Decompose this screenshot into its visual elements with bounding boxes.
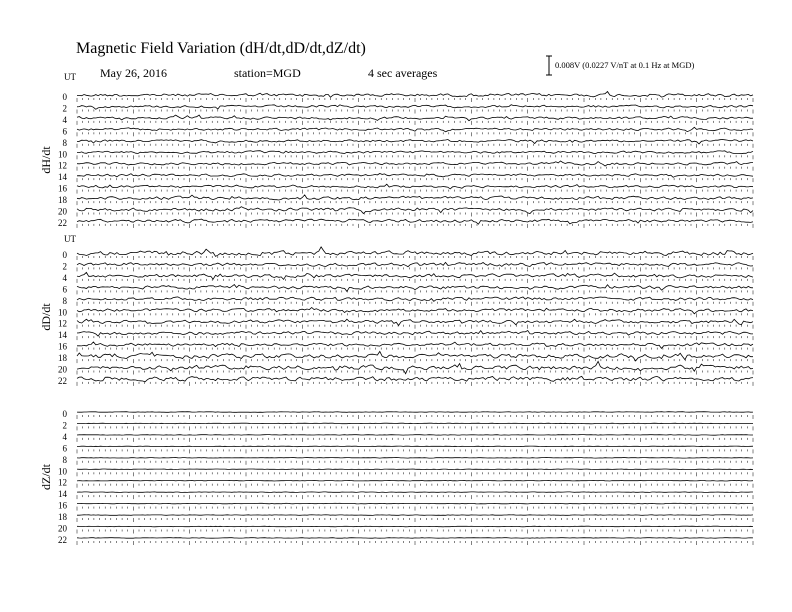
chart-title: Magnetic Field Variation (dH/dt,dD/dt,dZ/dt): [76, 40, 366, 57]
hour-label: 6: [62, 126, 67, 137]
trace-line: [77, 526, 753, 527]
hour-label: 20: [58, 523, 67, 534]
hour-label: 16: [58, 183, 67, 194]
trace-line: [77, 469, 753, 470]
row-ticks: [77, 167, 753, 171]
row-ticks: [77, 472, 753, 476]
trace-line: [77, 92, 753, 98]
row-ticks: [77, 201, 753, 205]
hour-label: 12: [58, 477, 67, 488]
trace-line: [77, 161, 753, 166]
row-ticks: [77, 155, 753, 159]
row-ticks: [77, 438, 753, 442]
hour-label: 12: [58, 318, 67, 329]
row-ticks: [77, 290, 753, 294]
trace-line: [77, 515, 753, 516]
panel-ylabel: dZ/dt: [39, 464, 53, 490]
row-ticks: [77, 121, 753, 125]
hour-label: 6: [62, 443, 67, 454]
row-ticks: [77, 224, 753, 228]
row-ticks: [77, 213, 753, 217]
row-ticks: [77, 267, 753, 271]
trace-line: [77, 538, 753, 539]
row-ticks: [77, 313, 753, 317]
row-ticks: [77, 359, 753, 363]
trace-line: [77, 174, 753, 178]
row-ticks: [77, 461, 753, 465]
hour-label: 22: [58, 535, 67, 545]
trace-line: [77, 140, 753, 144]
row-ticks: [77, 110, 753, 114]
hour-label: 14: [58, 330, 67, 341]
hour-label: 18: [58, 512, 67, 522]
scale-bar: [546, 56, 694, 75]
row-ticks: [77, 279, 753, 283]
hour-label: 0: [62, 250, 67, 260]
row-ticks: [77, 382, 753, 386]
ut-label: UT: [64, 234, 76, 244]
trace-line: [77, 331, 753, 337]
hour-label: 4: [62, 114, 67, 125]
trace-line: [77, 319, 753, 325]
hour-label: 12: [58, 160, 67, 171]
trace-line: [77, 423, 753, 424]
trace-line: [77, 342, 753, 348]
trace-line: [77, 412, 753, 413]
hour-label: 2: [62, 103, 67, 114]
ut-label: UT: [64, 72, 76, 82]
hour-label: 0: [62, 92, 67, 102]
row-ticks: [77, 348, 753, 352]
trace-line: [77, 127, 753, 132]
trace-line: [77, 184, 753, 189]
hour-label: 20: [58, 206, 67, 217]
trace-line: [77, 151, 753, 154]
hour-label: 4: [62, 272, 67, 283]
trace-line: [77, 376, 753, 381]
hour-label: 22: [58, 375, 67, 386]
row-ticks: [77, 98, 753, 102]
row-ticks: [77, 144, 753, 148]
hour-label: 2: [62, 420, 67, 431]
station-label: station=MGD: [234, 66, 301, 80]
hour-label: 18: [58, 195, 67, 206]
row-ticks: [77, 302, 753, 306]
row-ticks: [77, 449, 753, 453]
hour-label: 2: [62, 261, 67, 272]
panel-ylabel: dH/dt: [39, 146, 53, 174]
scale-label: 0.008V (0.0227 V/nT at 0.1 Hz at MGD): [555, 60, 695, 70]
row-ticks: [77, 484, 753, 488]
hour-label: 22: [58, 217, 67, 228]
row-ticks: [77, 507, 753, 511]
row-ticks: [77, 256, 753, 260]
panel-dD-dt: [39, 234, 753, 386]
hour-label: 14: [58, 172, 67, 183]
panel-dZ-dt: [39, 409, 753, 545]
trace-line: [77, 503, 753, 504]
row-ticks: [77, 415, 753, 419]
row-ticks: [77, 541, 753, 545]
hour-label: 10: [58, 466, 67, 477]
panels-group: [39, 72, 753, 545]
row-ticks: [77, 325, 753, 329]
hour-label: 10: [58, 149, 67, 160]
row-ticks: [77, 178, 753, 182]
row-ticks: [77, 518, 753, 522]
trace-line: [77, 285, 753, 292]
row-ticks: [77, 132, 753, 136]
trace-line: [77, 262, 753, 266]
row-ticks: [77, 426, 753, 430]
trace-line: [77, 207, 753, 214]
trace-line: [77, 480, 753, 481]
trace-line: [77, 115, 753, 121]
hour-label: 18: [58, 353, 67, 364]
trace-line: [77, 195, 753, 200]
trace-line: [77, 446, 753, 447]
hour-label: 0: [62, 409, 67, 419]
row-ticks: [77, 190, 753, 194]
trace-line: [77, 219, 753, 224]
row-ticks: [77, 530, 753, 534]
hour-label: 16: [58, 500, 67, 511]
trace-line: [77, 247, 753, 256]
trace-line: [77, 458, 753, 459]
hour-label: 20: [58, 364, 67, 375]
trace-line: [77, 105, 753, 110]
averaging-label: 4 sec averages: [368, 66, 438, 80]
trace-line: [77, 435, 753, 436]
hour-label: 10: [58, 307, 67, 318]
hour-label: 16: [58, 341, 67, 352]
row-ticks: [77, 371, 753, 375]
row-ticks: [77, 336, 753, 340]
trace-line: [77, 297, 753, 301]
hour-label: 14: [58, 489, 67, 500]
date-label: May 26, 2016: [100, 66, 167, 80]
trace-line: [77, 308, 753, 314]
trace-line: [77, 492, 753, 493]
row-ticks: [77, 495, 753, 499]
hour-label: 8: [62, 295, 67, 306]
panel-ylabel: dD/dt: [39, 303, 53, 331]
hour-label: 4: [62, 431, 67, 442]
hour-label: 8: [62, 454, 67, 465]
hour-label: 6: [62, 284, 67, 295]
panel-dH-dt: [39, 72, 753, 228]
trace-line: [77, 272, 753, 279]
hour-label: 8: [62, 137, 67, 148]
